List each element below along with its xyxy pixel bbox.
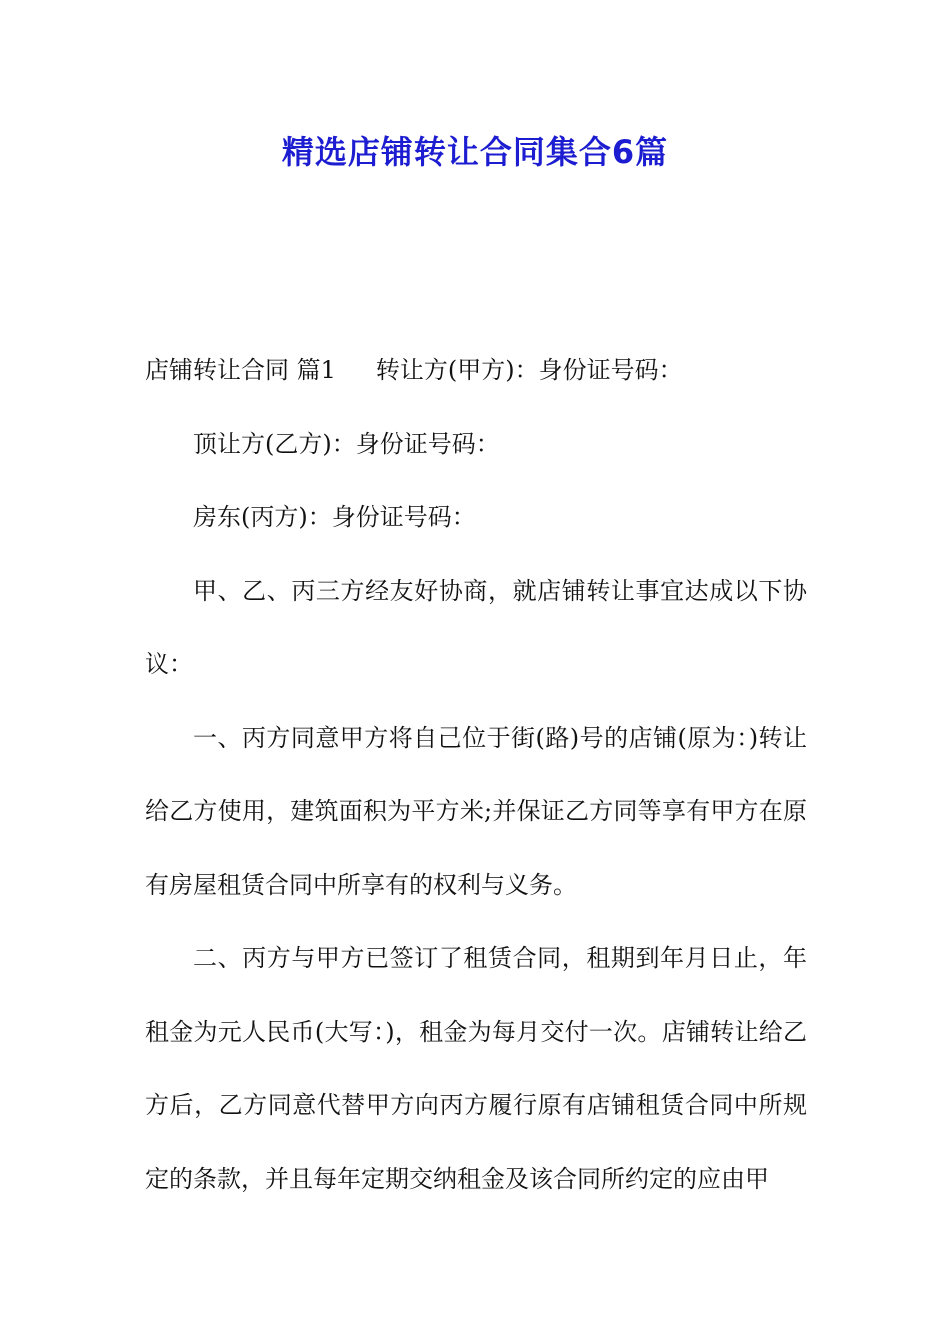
paragraph-first-line — [145, 334, 807, 408]
paragraph-agreement-intro: 甲、乙、丙三方经友好协商，就店铺转让事宜达成以下协议： — [145, 576, 807, 678]
transferor-line: 转让方(甲方)：身份证号码： — [375, 356, 683, 384]
paragraph-clause-2: 二、丙方与甲方已签订了租赁合同，租期到年月日止，年租金为元人民币(大写：)，租金为每月交付一次。店铺转让给乙方后，乙方同意代替甲方向丙方履行原有店铺租赁合同中所规定的条款，并且每年定期交纳租金及该合同所约定的应由甲 — [145, 944, 807, 1193]
section-heading: 店铺转让合同 篇1 — [145, 356, 336, 384]
document-body — [145, 334, 807, 1216]
paragraph-landlord: 房东(丙方)：身份证号码： — [193, 503, 476, 531]
document-title: 精选店铺转让合同集合6篇 — [281, 133, 669, 171]
paragraph-clause-1: 一、丙方同意甲方将自己位于街(路)号的店铺(原为：)转让给乙方使用，建筑面积为平方米;并保证乙方同等享有甲方在原有房屋租赁合同中所享有的权利与义务。 — [145, 723, 807, 899]
paragraph-transferee: 顶让方(乙方)：身份证号码： — [193, 429, 500, 458]
